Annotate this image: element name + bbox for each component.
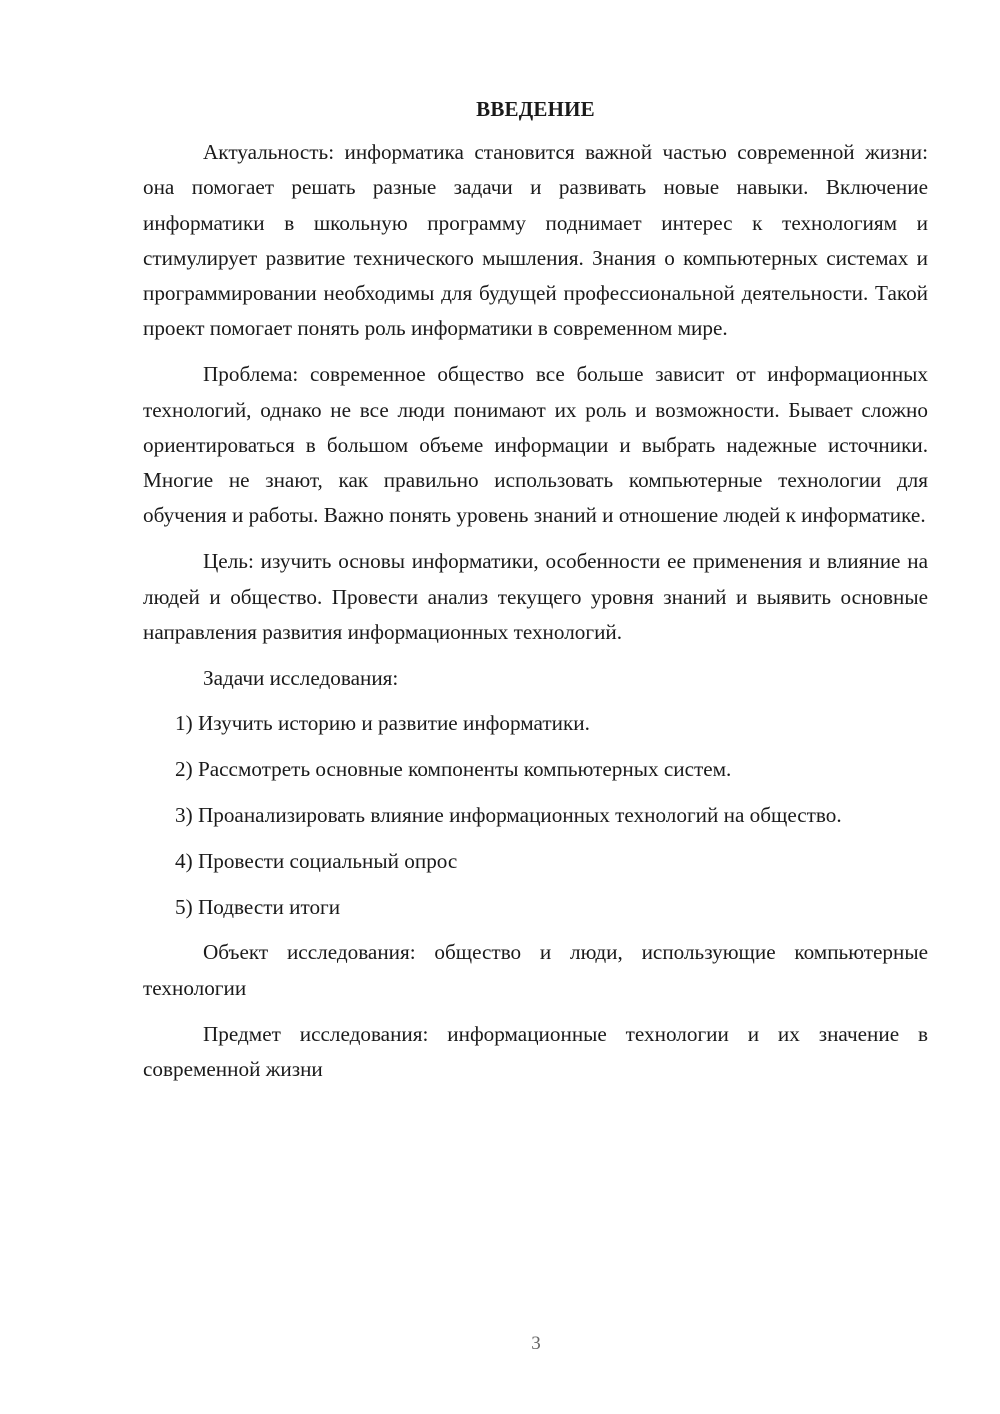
goal-paragraph: Цель: изучить основы информатики, особенности ее применения и влияние на людей и общество. Провести анализ текущего уровня знаний и выявить основные направления развития информационных технологий. xyxy=(143,549,928,644)
task-item: 4) Провести социальный опрос xyxy=(175,848,458,873)
task-item: 5) Подвести итоги xyxy=(175,894,341,919)
object-paragraph: Объект исследования: общество и люди, использующие компьютерные технологии xyxy=(143,940,928,1000)
page-number: 3 xyxy=(531,1333,541,1354)
section-title: ВВЕДЕНИЕ xyxy=(476,97,595,121)
document-page xyxy=(143,92,928,1098)
task-item: 2) Рассмотреть основные компоненты компьютерных систем. xyxy=(175,757,732,782)
task-item: 3) Проанализировать влияние информационных технологий на общество. xyxy=(175,803,842,828)
relevance-paragraph: Актуальность: информатика становится важной частью современной жизни: она помогает решать разные задачи и развивать новые навыки. Включение информатики в школьную программу поднимает интерес к технологиям и стимулирует развитие технического мышления. Знания о компьютерных системах и программировании необходимы для будущей профессиональной деятельности. Такой проект помогает понять роль информатики в современном мире. xyxy=(143,140,928,341)
subject-paragraph: Предмет исследования: информационные технологии и их значение в современной жизни xyxy=(143,1021,928,1081)
task-item: 1) Изучить историю и развитие информатики. xyxy=(175,711,590,736)
tasks-heading: Задачи исследования: xyxy=(203,665,399,690)
problem-paragraph: Проблема: современное общество все больше зависит от информационных технологий, однако не все люди понимают их роль и возможности. Бывает сложно ориентироваться в большом объеме информации и выбрать надежные источники. Многие не знают, как правильно использовать компьютерные технологии для обучения и работы. Важно понять уровень знаний и отношение людей к информатике. xyxy=(143,362,928,528)
